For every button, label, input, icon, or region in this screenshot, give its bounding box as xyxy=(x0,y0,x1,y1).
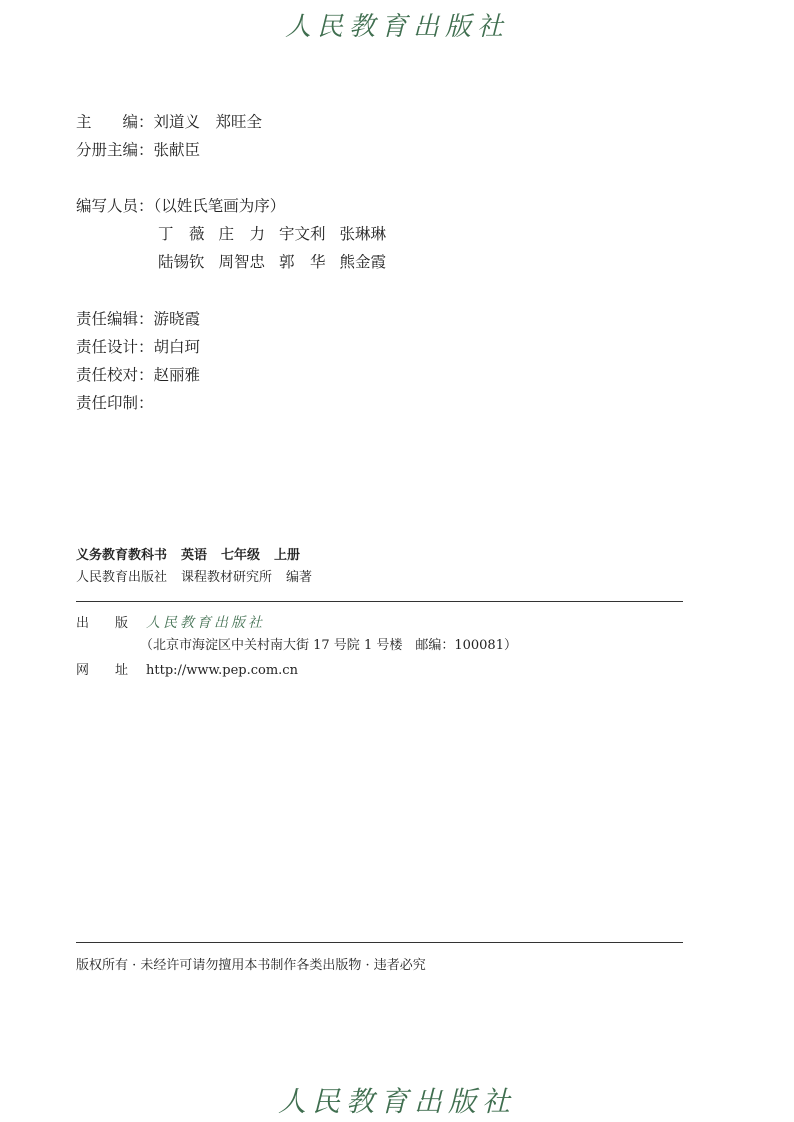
responsible-proof-row xyxy=(76,365,200,385)
responsible-editor-label: 责任编辑： xyxy=(76,310,154,328)
publisher-logo-inline: 人民教育出版社 xyxy=(146,615,265,631)
publisher-address: （北京市海淀区中关村南大街 17 号院 1 号楼 邮编：100081） xyxy=(140,638,517,653)
responsible-proof-value: 赵丽雅 xyxy=(153,366,201,384)
writer-name: 宇文利 xyxy=(279,225,326,243)
writer-name: 周智忠 xyxy=(218,253,266,271)
chief-editor-label: 主 编： xyxy=(76,113,154,131)
responsible-design-value: 胡白珂 xyxy=(153,338,201,356)
responsible-print-label: 责任印制： xyxy=(76,394,154,412)
writer-name: 庄 力 xyxy=(218,225,266,243)
book-grade: 七年级 xyxy=(221,548,261,563)
writers-row-2 xyxy=(158,252,400,272)
writer-name: 熊金霞 xyxy=(339,253,387,271)
compiler-publisher: 人民教育出版社 xyxy=(76,570,168,585)
volume-editor-label: 分册主编： xyxy=(76,141,154,159)
responsible-proof-label: 责任校对： xyxy=(76,366,154,384)
website-label: 网 址 xyxy=(76,663,129,678)
compiler-institute: 课程教材研究所 xyxy=(181,570,273,585)
writer-name: 郭 华 xyxy=(279,253,326,271)
chief-editor-value: 刘道义 郑旺全 xyxy=(153,113,263,131)
writers-row-1 xyxy=(158,224,400,244)
book-title xyxy=(76,547,314,565)
divider-bottom xyxy=(76,942,683,943)
book-subject: 英语 xyxy=(181,548,208,563)
book-compiler xyxy=(76,569,326,587)
website-link[interactable]: http://www.pep.com.cn xyxy=(146,663,298,678)
volume-editor-row xyxy=(76,140,200,160)
responsible-design-row xyxy=(76,337,200,357)
responsible-print-row xyxy=(76,393,154,413)
publisher-logo-bottom: 人民教育出版社 xyxy=(277,1085,516,1118)
publisher-label: 出 版 xyxy=(76,616,129,631)
writer-name: 张琳琳 xyxy=(339,225,387,243)
volume-editor-value: 张献臣 xyxy=(153,141,201,159)
chief-editor-row xyxy=(76,112,262,132)
responsible-editor-value: 游晓霞 xyxy=(153,310,201,328)
copyright-notice: 版权所有 · 未经许可请勿擅用本书制作各类出版物 · 违者必究 xyxy=(76,958,426,973)
divider-top xyxy=(76,601,683,602)
publisher-logo-top: 人民教育出版社 xyxy=(284,12,509,42)
writer-name: 陆锡钦 xyxy=(158,253,205,271)
writer-name: 丁 薇 xyxy=(158,225,205,243)
writers-label: 编写人员：（以姓氏笔画为序） xyxy=(76,197,286,215)
responsible-design-label: 责任设计： xyxy=(76,338,154,356)
responsible-editor-row xyxy=(76,309,200,329)
book-volume: 上册 xyxy=(274,548,301,563)
book-series: 义务教育教科书 xyxy=(76,548,168,563)
compiler-role: 编著 xyxy=(286,570,313,585)
